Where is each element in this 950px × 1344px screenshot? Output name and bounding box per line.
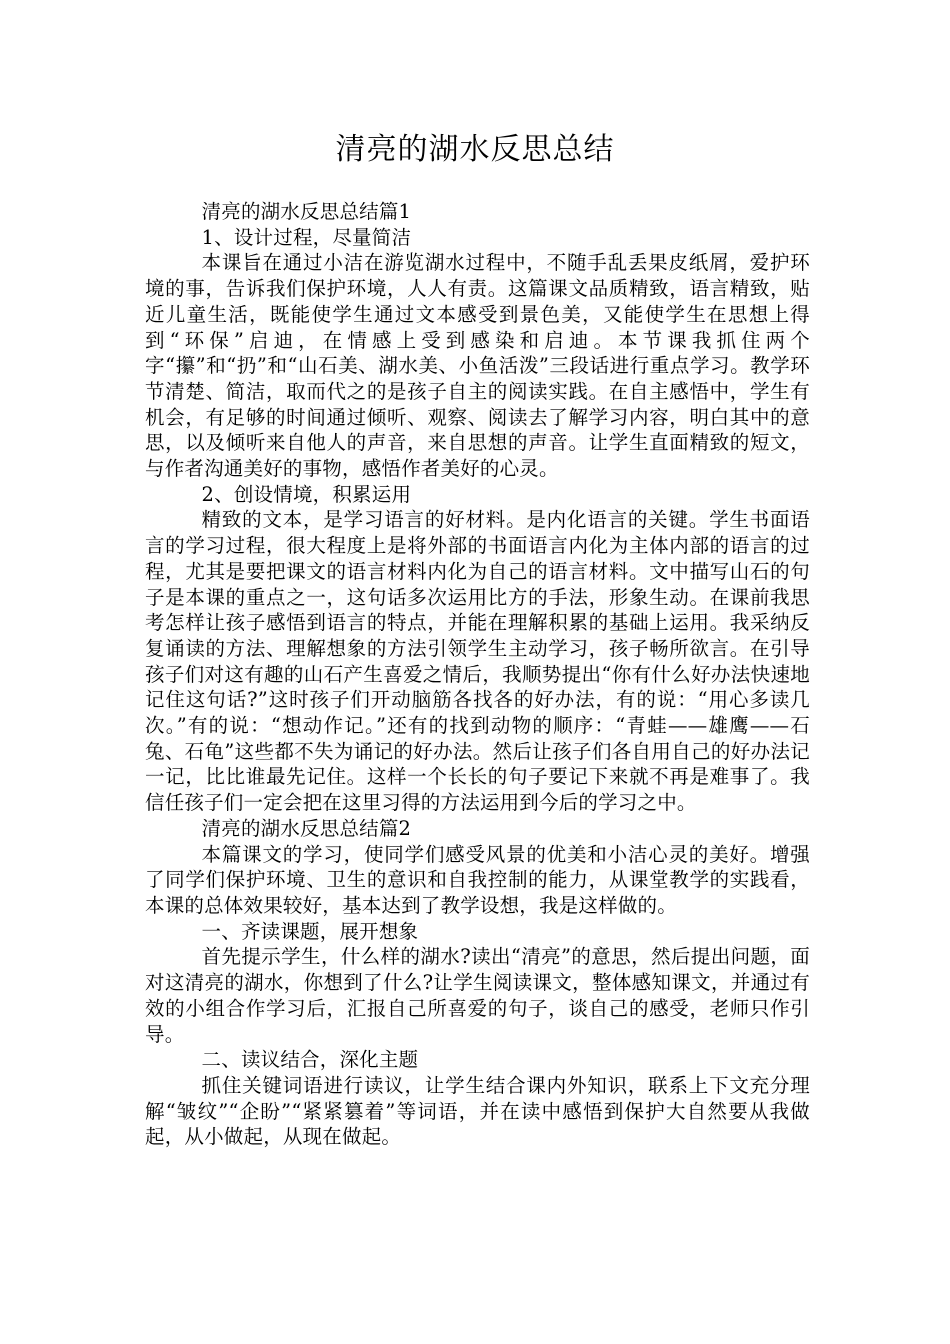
subsection-heading: 一、齐读课题，展开想象 xyxy=(201,919,419,943)
subsection-heading: 2、创设情境，积累运用 xyxy=(201,482,412,506)
body-paragraph: 首先提示学生，什么样的湖水?读出“清亮”的意思，然后提出问题，面对这清亮的湖水，你想到了什么?让学生阅读课文，整体感知课文，并通过有效的小组合作学习后，汇报自己所喜爱的句子，谈自己的感受，老师只作引导。 xyxy=(145,945,810,1046)
document-body xyxy=(145,199,810,1150)
subsection-heading: 1、设计过程，尽量简洁 xyxy=(201,225,412,249)
body-paragraph: 本篇课文的学习，使同学们感受风景的优美和小洁心灵的美好。增强了同学们保护环境、卫生的意识和自我控制的能力，从课堂教学的实践看，本课的总体效果较好，基本达到了教学设想，我是这样做的。 xyxy=(145,842,810,917)
body-paragraph: 本课旨在通过小洁在游览湖水过程中，不随手乱丢果皮纸屑，爱护环境的事，告诉我们保护环境，人人有责。这篇课文品质精致，语言精致，贴近儿童生活，既能使学生通过文本感受到景色美，又能使学生在思想上得到“环保”启迪，在情感上受到感染和启迪。本节课我抓住两个字“攥”和“扔”和“山石美、湖水美、小鱼活泼”三段话进行重点学习。教学环节清楚、简洁，取而代之的是孩子自主的阅读实践。在自主感悟中，学生有机会，有足够的时间通过倾听、观察、阅读去了解学习内容，明白其中的意思，以及倾听来自他人的声音，来自思想的声音。让学生直面精致的短文，与作者沟通美好的事物，感悟作者美好的心灵。 xyxy=(145,251,810,481)
section-heading: 清亮的湖水反思总结篇2 xyxy=(201,816,412,840)
document-title: 清亮的湖水反思总结 xyxy=(335,132,615,167)
subsection-heading: 二、读议结合，深化主题 xyxy=(201,1048,419,1072)
section-heading: 清亮的湖水反思总结篇1 xyxy=(201,200,412,223)
body-paragraph: 精致的文本，是学习语言的好材料。是内化语言的关键。学生书面语言的学习过程，很大程度上是将外部的书面语言内化为主体内部的语言的过程，尤其是要把课文的语言材料内化为自己的语言材料。文中描写山石的句子是本课的重点之一，这句话多次运用比方的手法，形象生动。在课前我思考怎样让孩子感悟到语言的特点，并能在理解积累的基础上运用。我采纳反复诵读的方法、理解想象的方法引领学生主动学习，孩子畅所欲言。在引导孩子们对这有趣的山石产生喜爱之情后，我顺势提出“你有什么好办法快速地记住这句话?”这时孩子们开动脑筋各找各的好办法，有的说：“用心多读几次。”有的说：“想动作记。”还有的找到动物的顺序：“青蛙——雄鹰——石兔、石龟”这些都不失为诵记的好办法。然后让孩子们各自用自己的好办法记一记，比比谁最先记住。这样一个长长的句子要记下来就不再是难事了。我信任孩子们一定会把在这里习得的方法运用到今后的学习之中。 xyxy=(145,508,810,815)
body-paragraph: 抓住关键词语进行读议，让学生结合课内外知识，联系上下文充分理解“皱纹”“企盼”“紧紧篡着”等词语，并在读中感悟到保护大自然要从我做起，从小做起，从现在做起。 xyxy=(145,1073,810,1149)
